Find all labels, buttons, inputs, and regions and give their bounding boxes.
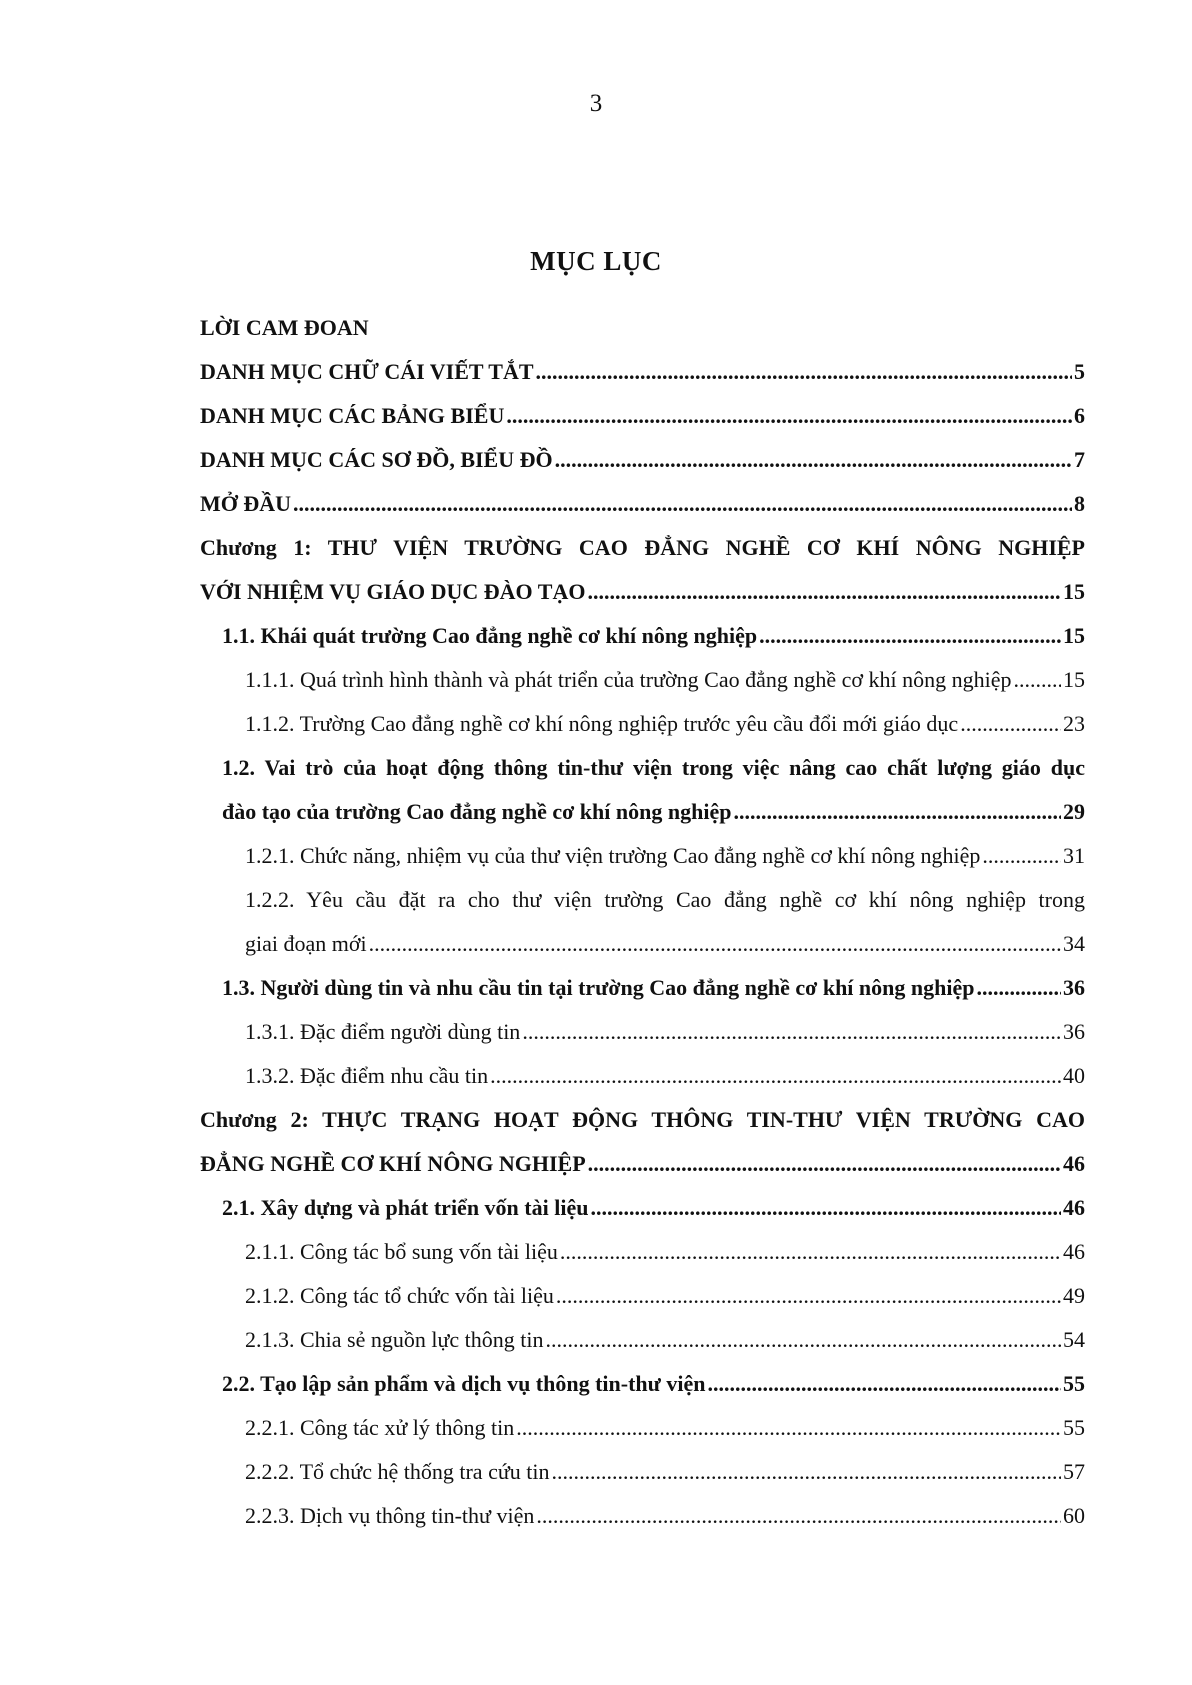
toc-entry[interactable] <box>200 1362 1085 1406</box>
toc-entry-title: 1.2. Vai trò của hoạt động thông tin-thư viện trong việc nâng cao chất lượng giáo dục <box>222 755 1085 780</box>
toc-entry-title: 2.2. Tạo lập sản phẩm và dịch vụ thông tin-thư viện <box>222 1371 706 1396</box>
toc-entry[interactable] <box>200 614 1085 658</box>
dot-leader <box>960 702 1061 746</box>
dot-leader <box>982 834 1061 878</box>
toc-entry-page: 46 <box>1063 1195 1085 1220</box>
dot-leader <box>490 1054 1061 1098</box>
toc-entry-title: 1.1.1. Quá trình hình thành và phát triển của trường Cao đẳng nghề cơ khí nông nghiệp <box>245 667 1012 692</box>
toc-entry-title: 1.3.1. Đặc điểm người dùng tin <box>245 1019 521 1044</box>
toc-entry-page: 23 <box>1063 711 1085 736</box>
toc-entry[interactable] <box>200 834 1085 878</box>
toc-entry-title: 2.1.3. Chia sẻ nguồn lực thông tin <box>245 1327 544 1352</box>
toc-entry-page: 6 <box>1074 403 1085 428</box>
toc-entry-page: 57 <box>1063 1459 1085 1484</box>
toc-entry[interactable] <box>200 966 1085 1010</box>
toc-entry[interactable] <box>200 1274 1085 1318</box>
dot-leader <box>506 394 1072 438</box>
toc-entry[interactable] <box>200 570 1085 614</box>
toc-entry-title: VỚI NHIỆM VỤ GIÁO DỤC ĐÀO TẠO <box>200 579 586 604</box>
dot-leader <box>522 1010 1061 1054</box>
toc-entry[interactable] <box>200 526 1085 570</box>
toc-entry-page: 29 <box>1063 799 1085 824</box>
toc-entry[interactable] <box>200 1186 1085 1230</box>
toc-entry-page: 46 <box>1063 1239 1085 1264</box>
table-of-contents <box>200 306 1085 1538</box>
toc-entry[interactable] <box>200 438 1085 482</box>
toc-entry[interactable] <box>200 350 1085 394</box>
toc-entry-title: 2.1.2. Công tác tổ chức vốn tài liệu <box>245 1283 554 1308</box>
toc-entry-title: DANH MỤC CHỮ CÁI VIẾT TẮT <box>200 359 534 384</box>
toc-entry-page: 15 <box>1063 623 1085 648</box>
toc-entry-page: 8 <box>1074 491 1085 516</box>
toc-entry[interactable] <box>200 1010 1085 1054</box>
toc-entry-page: 36 <box>1063 975 1085 1000</box>
dot-leader <box>369 922 1061 966</box>
dot-leader <box>555 438 1072 482</box>
dot-leader <box>588 1142 1061 1186</box>
dot-leader <box>546 1318 1061 1362</box>
dot-leader <box>976 966 1061 1010</box>
toc-entry[interactable] <box>200 1142 1085 1186</box>
toc-entry-title: 2.1. Xây dựng và phát triển vốn tài liệu <box>222 1195 589 1220</box>
dot-leader <box>587 570 1061 614</box>
toc-entry[interactable] <box>200 482 1085 526</box>
toc-entry-page: 15 <box>1063 579 1085 604</box>
dot-leader <box>552 1450 1062 1494</box>
toc-entry-page: 36 <box>1063 1019 1085 1044</box>
toc-entry-title: Chương 1: THƯ VIỆN TRƯỜNG CAO ĐẲNG NGHỀ CƠ KHÍ NÔNG NGHIỆP <box>200 535 1085 560</box>
toc-entry-page: 34 <box>1063 931 1085 956</box>
toc-entry-title: 1.1.2. Trường Cao đẳng nghề cơ khí nông nghiệp trước yêu cầu đổi mới giáo dục <box>245 711 959 736</box>
dot-leader <box>590 1186 1061 1230</box>
dot-leader <box>560 1230 1061 1274</box>
toc-entry-page: 60 <box>1063 1503 1085 1528</box>
toc-entry-title: giai đoạn mới <box>245 931 367 956</box>
toc-entry[interactable] <box>200 1098 1085 1142</box>
dot-leader <box>536 1494 1061 1538</box>
toc-entry[interactable] <box>200 1494 1085 1538</box>
toc-entry-title: 2.2.3. Dịch vụ thông tin-thư viện <box>245 1503 535 1528</box>
page-title: MỤC LỤC <box>530 246 662 276</box>
toc-entry[interactable] <box>200 790 1085 834</box>
page-number: 3 <box>589 90 603 117</box>
toc-entry-title: DANH MỤC CÁC BẢNG BIỂU <box>200 403 505 428</box>
dot-leader <box>556 1274 1061 1318</box>
toc-entry[interactable] <box>200 306 1085 350</box>
toc-entry-title: 2.1.1. Công tác bổ sung vốn tài liệu <box>245 1239 558 1264</box>
dot-leader <box>1014 658 1061 702</box>
toc-entry[interactable] <box>200 394 1085 438</box>
dot-leader <box>516 1406 1061 1450</box>
dot-leader <box>733 790 1061 834</box>
toc-entry-title: ĐẲNG NGHỀ CƠ KHÍ NÔNG NGHIỆP <box>200 1151 586 1176</box>
toc-entry[interactable] <box>200 1230 1085 1274</box>
toc-entry[interactable] <box>200 1450 1085 1494</box>
toc-entry-title: 1.3. Người dùng tin và nhu cầu tin tại trường Cao đẳng nghề cơ khí nông nghiệp <box>222 975 975 1000</box>
toc-entry[interactable] <box>200 658 1085 702</box>
toc-entry[interactable] <box>200 922 1085 966</box>
toc-entry-page: 55 <box>1063 1371 1085 1396</box>
toc-entry[interactable] <box>200 878 1085 922</box>
toc-entry-page: 54 <box>1063 1327 1085 1352</box>
dot-leader <box>536 350 1072 394</box>
toc-entry-page: 55 <box>1063 1415 1085 1440</box>
toc-entry-title: DANH MỤC CÁC SƠ ĐỒ, BIỂU ĐỒ <box>200 447 553 472</box>
dot-leader <box>293 482 1072 526</box>
dot-leader <box>707 1362 1061 1406</box>
toc-entry-title: MỞ ĐẦU <box>200 491 292 516</box>
toc-entry-title: 1.3.2. Đặc điểm nhu cầu tin <box>245 1063 489 1088</box>
toc-entry-page: 40 <box>1063 1063 1085 1088</box>
toc-entry-page: 46 <box>1063 1151 1085 1176</box>
toc-entry-title: 2.2.2. Tổ chức hệ thống tra cứu tin <box>245 1459 550 1484</box>
toc-entry-page: 49 <box>1063 1283 1085 1308</box>
toc-entry[interactable] <box>200 1054 1085 1098</box>
toc-entry-title: Chương 2: THỰC TRẠNG HOẠT ĐỘNG THÔNG TIN-THƯ VIỆN TRƯỜNG CAO <box>200 1107 1085 1132</box>
toc-entry-title: 1.1. Khái quát trường Cao đẳng nghề cơ khí nông nghiệp <box>222 623 758 648</box>
toc-entry-title: 1.2.2. Yêu cầu đặt ra cho thư viện trường Cao đẳng nghề cơ khí nông nghiệp trong <box>245 887 1085 912</box>
toc-entry-title: LỜI CAM ĐOAN <box>200 315 369 340</box>
toc-entry[interactable] <box>200 746 1085 790</box>
toc-entry-title: 1.2.1. Chức năng, nhiệm vụ của thư viện trường Cao đẳng nghề cơ khí nông nghiệp <box>245 843 981 868</box>
toc-entry-page: 31 <box>1063 843 1085 868</box>
toc-entry-page: 15 <box>1063 667 1085 692</box>
toc-entry-page: 5 <box>1074 359 1085 384</box>
toc-entry-page: 7 <box>1074 447 1085 472</box>
toc-entry-title: đào tạo của trường Cao đẳng nghề cơ khí nông nghiệp <box>222 799 732 824</box>
toc-entry[interactable] <box>200 702 1085 746</box>
toc-entry-title: 2.2.1. Công tác xử lý thông tin <box>245 1415 515 1440</box>
toc-entry[interactable] <box>200 1318 1085 1362</box>
dot-leader <box>759 614 1061 658</box>
toc-entry[interactable] <box>200 1406 1085 1450</box>
